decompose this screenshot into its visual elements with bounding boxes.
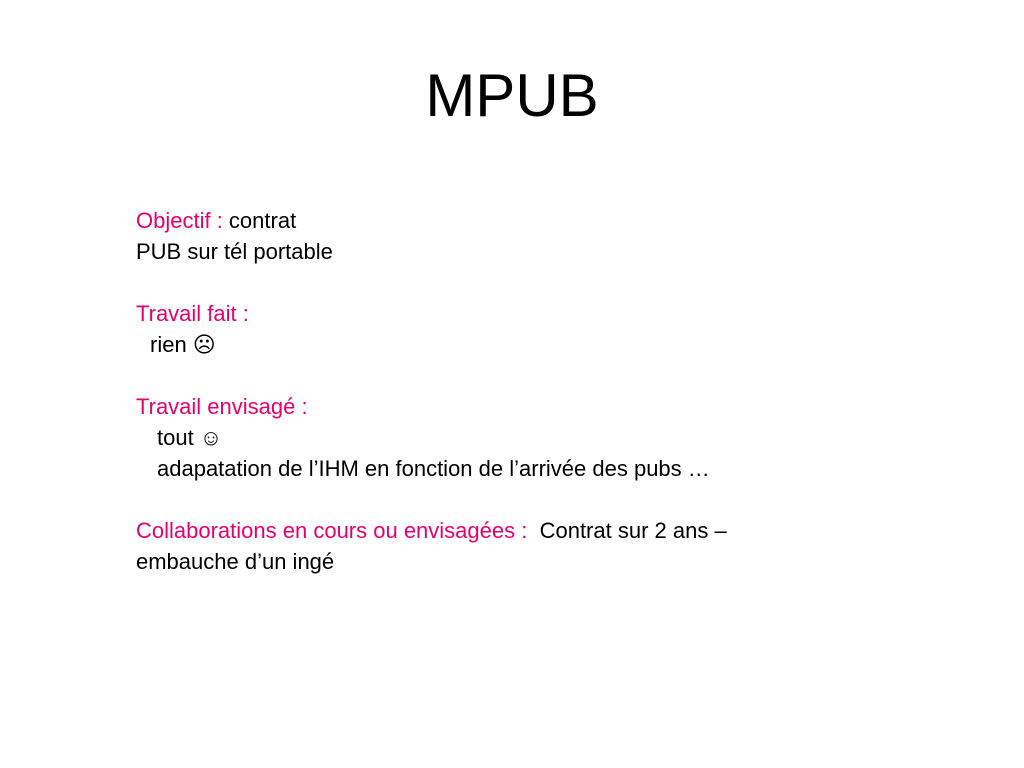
travail-envisage-label: Travail envisagé : [136, 394, 308, 419]
collaborations-line [136, 515, 856, 546]
spacer [136, 360, 856, 391]
travail-envisage-item-1: tout ☺ [157, 425, 223, 450]
spacer [136, 267, 856, 298]
slide-body [136, 205, 856, 577]
objectif-value: contrat [222, 208, 297, 233]
travail-fait-item: rien ☹ [150, 332, 216, 357]
objectif-line [136, 205, 856, 236]
travail-envisage-item-2: adapatation de l’IHM en fonction de l’arrivée des pubs … [157, 456, 710, 481]
objectif-label: Objectif : [136, 208, 223, 233]
collaborations-label: Collaborations en cours ou envisagées : [136, 518, 528, 543]
collaborations-value-cont: embauche d’un ingé [136, 549, 335, 574]
spacer [136, 484, 856, 515]
objectif-extra: PUB sur tél portable [136, 239, 333, 264]
travail-fait-label: Travail fait : [136, 301, 249, 326]
slide-title: MPUB [425, 62, 599, 129]
collaborations-value: Contrat sur 2 ans – [527, 518, 727, 543]
